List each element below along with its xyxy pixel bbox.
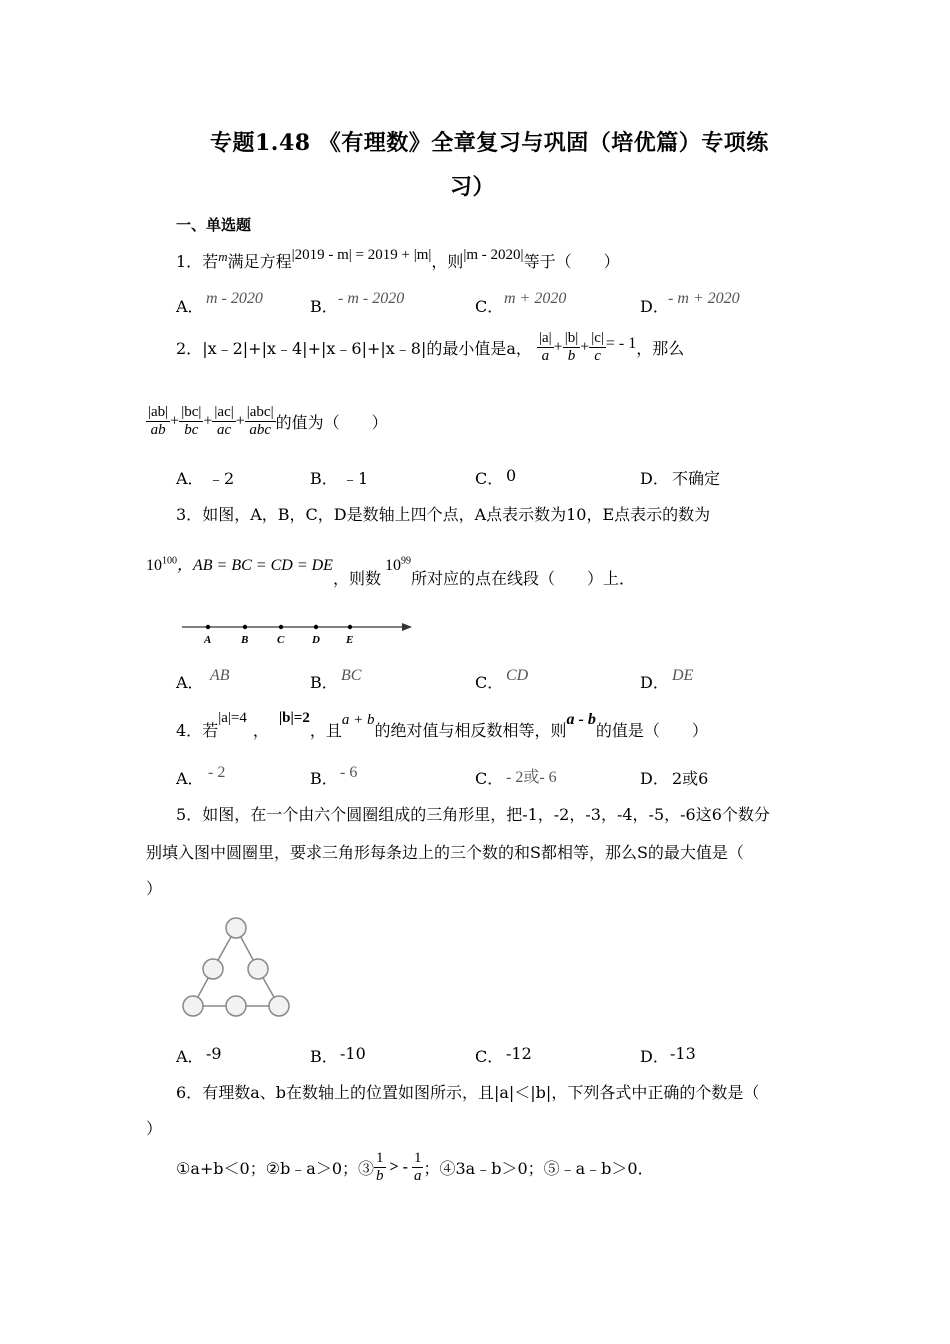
question-6-line2: ） — [146, 1119, 163, 1138]
circle-bottom-left — [183, 996, 203, 1016]
question-3-line2: $10^{100}$，AB = BC = CD = DE，则数$10^{99}$所对应的点在线段（ ）上． — [146, 555, 635, 588]
point-b — [243, 625, 247, 629]
number-line-figure — [178, 615, 418, 649]
question-1: 1．若$^m$满足方程|2019 - m| = 2019 + |m|，则|m - 2020|等于（ ） — [176, 247, 620, 271]
point-c — [279, 625, 283, 629]
axis-label-d: D — [312, 634, 320, 646]
point-a — [206, 625, 210, 629]
axis-label-b: B — [241, 634, 249, 646]
question-2-expr: $\frac{|ab|}{ab}$ + $\frac{|bc|}{bc}$ + $\frac{|ac|}{ac}$ + $\frac{\text{|abc|}}{\text{abc}}$ 的值为（ ） — [148, 404, 388, 438]
question-5: 5．如图，在一个由六个圆圈组成的三角形里，把-1，-2，-3，-4，-5，-6这6个数分 — [176, 805, 770, 824]
question-4: 4．若|a|=4，|b|=2，且a + b的绝对值与相反数相等，则a - b的值是（ ） — [176, 710, 708, 740]
section-heading: 一、单选题 — [176, 216, 252, 234]
question-5-line3: ） — [146, 879, 163, 898]
point-d — [314, 625, 318, 629]
circle-mid-right — [248, 959, 268, 979]
circle-bottom-right — [269, 996, 289, 1016]
question-3: 3．如图，A，B，C，D是数轴上四个点，A点表示数为10，E点表示的数为 — [176, 505, 711, 524]
circle-bottom-mid — [226, 996, 246, 1016]
axis-label-e: E — [346, 634, 354, 646]
question-2: 2．|x﹣2|+|x﹣4|+|x﹣6|+|x﹣8|的最小值是a， $\frac{|a|}{a}$ + $\frac{|b|}{b}$ + $\frac{|c|}{c}$ = - 1，那么 — [176, 330, 685, 364]
circle-top — [226, 918, 246, 938]
point-e — [348, 625, 352, 629]
question-6: 6．有理数a、b在数轴上的位置如图所示，且|a|＜|b|，下列各式中正确的个数是（ — [176, 1083, 760, 1102]
question-6-statements: ①a+b＜0；②b﹣a＞0；③ $\frac{1}{b}$ > - $\frac{1}{a}$ ；④3a﹣b＞0；⑤﹣a﹣b＞0． — [176, 1150, 654, 1184]
question-5-line2: 别填入图中圆圈里，要求三角形每条边上的三个数的和S都相等，那么S的最大值是（ — [146, 843, 744, 862]
page-title-cont: 习） — [450, 174, 496, 200]
axis-label-a: A — [204, 634, 212, 646]
circle-mid-left — [203, 959, 223, 979]
triangle-circles-figure — [176, 914, 296, 1022]
axis-label-c: C — [277, 634, 285, 646]
page-title: 专题1.48 《有理数》全章复习与巩固（培优篇）专项练 — [210, 130, 769, 156]
